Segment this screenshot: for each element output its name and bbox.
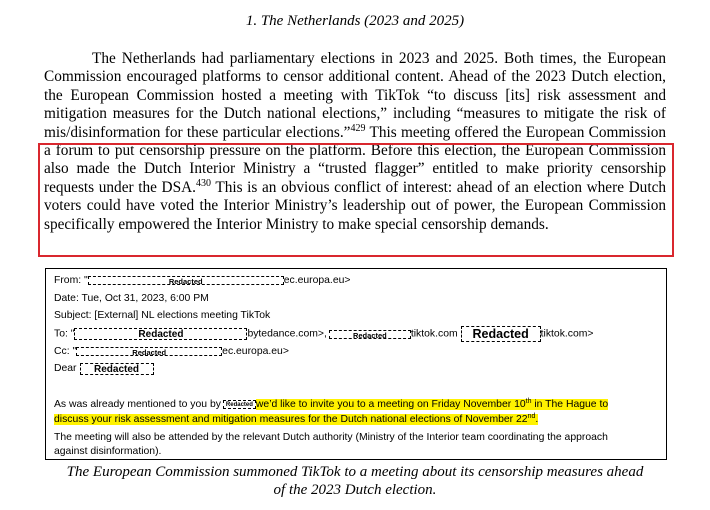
redacted-box: Redacted (88, 276, 284, 285)
paragraph-text-3: This is an obvious conflict of interest: ahead of an election where Dutch voters could have voted the Interior Ministry’s leadership out of power, the European Commission specifically empowered the Interior Ministry to make special censorship demands. (44, 178, 667, 233)
red-highlight-box (38, 143, 674, 257)
email-body-line-2 (54, 412, 538, 427)
cc-label: Cc: " (54, 346, 77, 357)
paragraph-text-1: The Netherlands had parliamentary elections in 2023 and 2025. Both times, the European Commission encouraged platforms to censor additional content. Ahead of the 2023 Dutch election, the European Commission hosted a meeting with TikTok “to discuss [its] risk assessment and mitigation measures for the Dutch national elections,” including “measures to mitigate the risk of mis/disinformation for these particular elections.” (44, 50, 666, 141)
to-domain-tiktok-2: tiktok.com> (540, 328, 594, 340)
figure-caption (0, 463, 710, 499)
footnote-ref-429[interactable]: 429 (350, 122, 366, 134)
email-screenshot (45, 268, 667, 460)
caption-line-1: The European Commission summoned TikTok to a meeting about its censorship measures ahead (66, 464, 644, 480)
email-body-line-3: The meeting will also be attended by the relevant Dutch authority (Ministry of the Interior team coordinating the approach (54, 432, 608, 443)
to-domain-tiktok: tiktok.com (410, 328, 458, 340)
body-line-2a: discuss your risk assessment and mitigation measures for the Dutch national elections of November 22 (54, 414, 528, 425)
cc-domain: ec.europa.eu> (222, 346, 289, 357)
redacted-box: Redacted (329, 330, 411, 339)
email-from-row (54, 273, 350, 288)
email-cc-row (54, 344, 289, 359)
from-domain: ec.europa.eu> (283, 275, 351, 286)
caption-line-2: of the 2023 Dutch election. (273, 482, 437, 498)
email-body-line-4: against disinformation). (54, 446, 162, 457)
redacted-box: Redacted (461, 326, 541, 342)
email-subject-row: Subject: [External] NL elections meeting TikTok (54, 310, 271, 321)
from-label: From: " (54, 275, 88, 286)
greeting: Dear (54, 363, 77, 374)
redacted-box: Redacted (223, 400, 256, 409)
superscript-nd: nd (527, 413, 536, 420)
body-line-2b: . (535, 414, 539, 425)
highlighted-text (256, 399, 608, 410)
redacted-box: Redacted (76, 347, 222, 356)
email-date-row: Date: Tue, Oct 31, 2023, 6:00 PM (54, 293, 209, 304)
paragraph-text-2: This meeting offered the European Commission a forum to put censorship pressure on the platform. Before this election, the European Commission also made the Dutch Interior Ministry a “trusted flagger” entitled to make priority censorship requests under the DSA. (44, 123, 667, 196)
footnote-ref-430[interactable]: 430 (195, 177, 211, 189)
highlighted-text (54, 414, 538, 425)
redacted-box: Redacted (74, 328, 247, 340)
email-to-row (54, 326, 593, 341)
redacted-box: Redacted (80, 363, 154, 375)
body-line-1a: As was already mentioned to you by (54, 399, 221, 410)
section-heading: 1. The Netherlands (2023 and 2025) (245, 13, 465, 29)
superscript-th: th (525, 398, 532, 405)
body-line-1b: we’d like to invite you to a meeting on Friday November 10 (255, 399, 526, 410)
email-greeting-row (54, 361, 154, 376)
to-label: To: " (54, 328, 75, 340)
to-domain-bytedance: bytedance.com>, (247, 328, 327, 340)
body-line-1c: in The Hague to (531, 399, 609, 410)
email-body-line-1 (54, 397, 608, 412)
